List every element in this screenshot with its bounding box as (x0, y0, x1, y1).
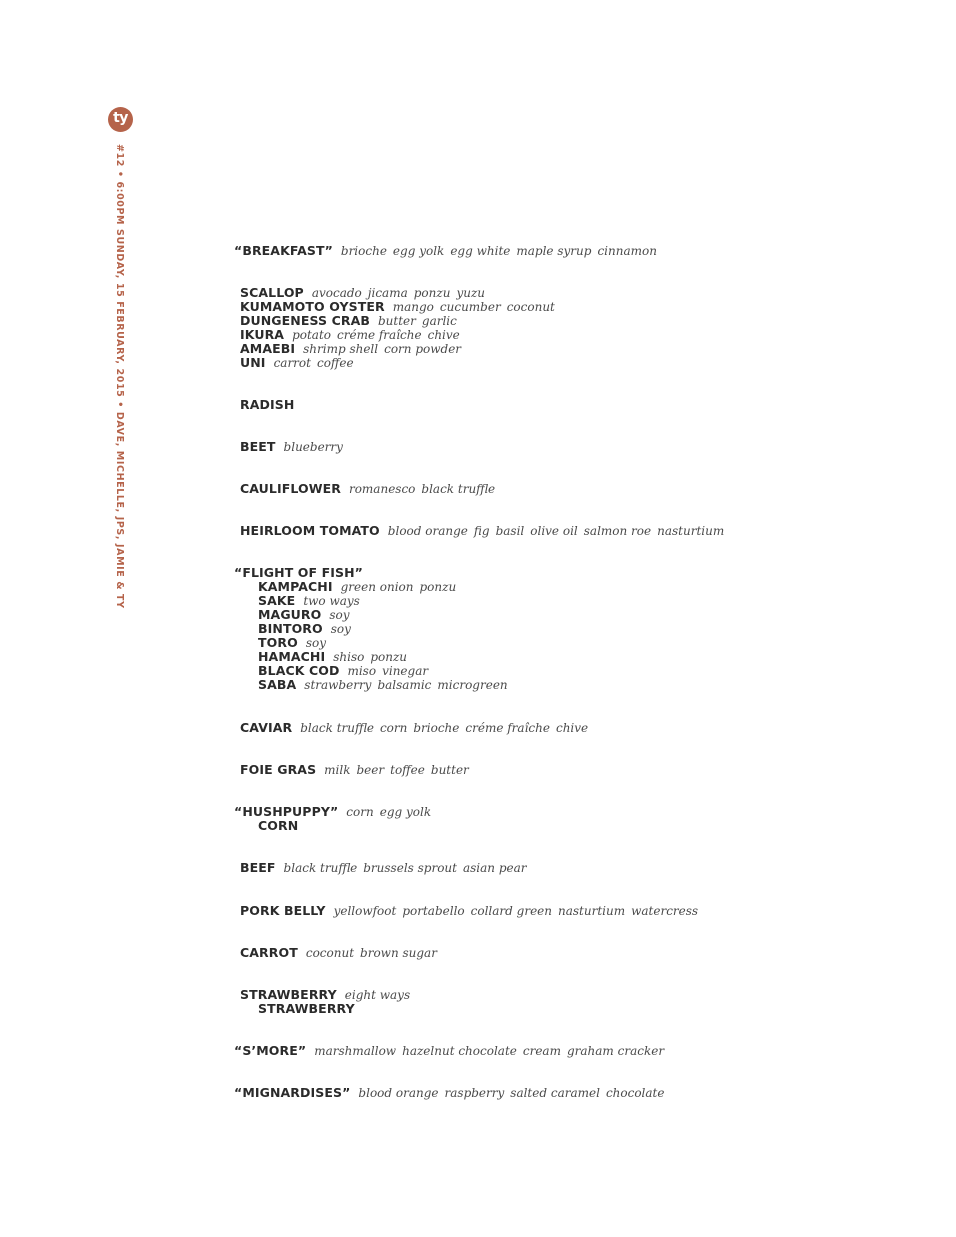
ingredient: chocolate (605, 1086, 665, 1100)
dish-ingredients (299, 594, 360, 608)
ingredient: soy (305, 636, 326, 650)
dish-name: AMAEBI (240, 341, 296, 356)
ingredient: beer (356, 763, 385, 777)
dish-ingredients (300, 678, 507, 692)
dish-ingredients (337, 580, 457, 594)
ingredient: black truffle (283, 861, 358, 875)
ingredient: miso (347, 664, 377, 678)
menu-line (234, 1044, 664, 1058)
ingredient: black truffle (421, 482, 496, 496)
dish-ingredients (296, 721, 588, 735)
ingredient: créme fraîche (465, 721, 550, 735)
ingredient: carrot (273, 356, 311, 370)
menu-course (234, 244, 657, 258)
menu-line (240, 300, 555, 314)
dish-name: SABA (258, 677, 297, 692)
menu-course (240, 861, 527, 875)
menu-line (240, 398, 294, 412)
ingredient: egg yolk (392, 244, 445, 258)
ingredient: garlic (421, 314, 457, 328)
ingredient: corn (379, 721, 408, 735)
dish-name: “HUSHPUPPY” (234, 804, 339, 819)
menu-line (234, 594, 508, 608)
menu-course (234, 1044, 664, 1058)
dish-ingredients (330, 904, 699, 918)
menu-line (234, 650, 508, 664)
ingredient: mango (392, 300, 434, 314)
dish-name: CORN (258, 818, 299, 833)
ingredient: potato (292, 328, 332, 342)
ingredient: shiso (333, 650, 365, 664)
dish-ingredients (342, 805, 431, 819)
ingredient: toffee (390, 763, 425, 777)
dish-name: MAGURO (258, 607, 322, 622)
ingredient: romanesco (348, 482, 416, 496)
ingredient: butter (377, 314, 416, 328)
dish-name: “FLIGHT OF FISH” (234, 565, 363, 580)
ingredient: chive (427, 328, 460, 342)
menu-line (240, 721, 588, 735)
menu-course (240, 398, 294, 412)
menu-line (240, 342, 555, 356)
ingredient: balsamic (377, 678, 432, 692)
dish-name: “MIGNARDISES” (234, 1085, 351, 1100)
dish-ingredients (288, 328, 460, 342)
dish-ingredients (354, 1086, 664, 1100)
menu-line (240, 1002, 410, 1016)
ingredient: coconut (305, 946, 355, 960)
ingredient: ponzu (370, 650, 408, 664)
menu-line (240, 328, 555, 342)
ingredient: vinegar (382, 664, 429, 678)
ingredient: avocado (311, 286, 362, 300)
menu-line (234, 819, 431, 833)
menu-line (234, 244, 657, 258)
dish-ingredients (389, 300, 555, 314)
ingredient: shrimp shell (303, 342, 379, 356)
menu-line (240, 356, 555, 370)
dish-ingredients (310, 1044, 664, 1058)
menu-course (240, 286, 555, 370)
menu-line (240, 286, 555, 300)
menu-course (240, 524, 724, 538)
dish-ingredients (329, 650, 407, 664)
dish-ingredients (343, 664, 428, 678)
dish-ingredients (325, 608, 349, 622)
menu-course (234, 566, 508, 692)
dish-name: SCALLOP (240, 285, 304, 300)
ingredient: ponzu (419, 580, 457, 594)
menu-line (234, 1086, 664, 1100)
ingredient: créme fraîche (337, 328, 422, 342)
menu-line (240, 482, 495, 496)
ingredient: brussels sprout (363, 861, 457, 875)
menu-line (234, 580, 508, 594)
ingredient: nasturtium (657, 524, 725, 538)
ingredient: raspberry (444, 1086, 505, 1100)
dish-name: BEEF (240, 860, 276, 875)
ingredient: collard green (470, 904, 552, 918)
ingredient: chive (555, 721, 589, 735)
ingredient: yuzu (456, 286, 485, 300)
dish-name: “BREAKFAST” (234, 243, 333, 258)
dish-name: TORO (258, 635, 298, 650)
ingredient: portabello (402, 904, 465, 918)
ingredient: fig (473, 524, 490, 538)
dish-ingredients (337, 244, 657, 258)
ingredient: asian pear (462, 861, 527, 875)
menu-line (240, 904, 698, 918)
dish-name: RADISH (240, 397, 295, 412)
dish-name: FOIE GRAS (240, 762, 317, 777)
menu-course (240, 440, 343, 454)
dish-name: CAULIFLOWER (240, 481, 341, 496)
ingredient: green onion (340, 580, 414, 594)
ingredient: nasturtium (558, 904, 626, 918)
dish-name: KUMAMOTO OYSTER (240, 299, 385, 314)
menu-line (234, 622, 508, 636)
dish-name: CAVIAR (240, 720, 293, 735)
dish-ingredients (302, 636, 326, 650)
ingredient: soy (330, 622, 351, 636)
ingredient: egg yolk (379, 805, 432, 819)
menu-course (240, 721, 588, 735)
dish-ingredients (308, 286, 485, 300)
ingredient: yellowfoot (333, 904, 397, 918)
menu-line (240, 314, 555, 328)
ingredient: maple syrup (516, 244, 592, 258)
dish-name: KAMPACHI (258, 579, 333, 594)
ingredient: egg white (450, 244, 511, 258)
dish-ingredients (299, 342, 461, 356)
ingredient: two ways (303, 594, 360, 608)
ingredient: cinnamon (597, 244, 657, 258)
menu-course (240, 946, 437, 960)
ingredient: corn powder (384, 342, 462, 356)
menu-line (240, 763, 469, 777)
dish-ingredients (280, 440, 343, 454)
menu-course (240, 988, 410, 1016)
dish-name: CARROT (240, 945, 298, 960)
menu-line (240, 440, 343, 454)
event-details-vertical: #12 • 6:00PM SUNDAY, 15 FEBRUARY, 2015 • DAVE, MICHELLE, JPS, JAMIE & TY (114, 144, 125, 609)
ingredient: blood orange (387, 524, 468, 538)
dish-name: STRAWBERRY (240, 987, 337, 1002)
menu-line (234, 664, 508, 678)
dish-name: BLACK COD (258, 663, 340, 678)
menu-course (240, 482, 495, 496)
ingredient: brown sugar (360, 946, 437, 960)
dish-ingredients (302, 946, 437, 960)
dish-ingredients (320, 763, 469, 777)
ingredient: coconut (506, 300, 555, 314)
dish-name: PORK BELLY (240, 903, 326, 918)
menu-line (240, 524, 724, 538)
menu-line (240, 988, 410, 1002)
ingredient: brioche (340, 244, 387, 258)
menu-line (240, 861, 527, 875)
ingredient: butter (430, 763, 469, 777)
ingredient: coffee (316, 356, 354, 370)
ingredient: watercress (631, 904, 699, 918)
ingredient: blood orange (358, 1086, 439, 1100)
ingredient: hazelnut chocolate (402, 1044, 517, 1058)
dish-ingredients (270, 356, 354, 370)
ingredient: microgreen (437, 678, 508, 692)
menu-course (234, 1086, 664, 1100)
ingredient: jicama (367, 286, 408, 300)
ingredient: marshmallow (314, 1044, 397, 1058)
dish-ingredients (384, 524, 724, 538)
dish-name: HEIRLOOM TOMATO (240, 523, 380, 538)
ty-logo-badge: ty (108, 107, 133, 132)
ingredient: blueberry (283, 440, 343, 454)
menu-line (234, 566, 508, 580)
ingredient: olive oil (530, 524, 578, 538)
ingredient: cucumber (439, 300, 501, 314)
dish-name: BEET (240, 439, 276, 454)
ingredient: milk (324, 763, 351, 777)
ingredient: ponzu (413, 286, 451, 300)
ingredient: salted caramel (510, 1086, 600, 1100)
dish-ingredients (374, 314, 457, 328)
menu-line (234, 678, 508, 692)
menu-line (234, 636, 508, 650)
ingredient: eight ways (344, 988, 411, 1002)
ingredient: graham cracker (566, 1044, 665, 1058)
dish-name: UNI (240, 355, 266, 370)
ingredient: corn (346, 805, 374, 819)
menu-line (240, 946, 437, 960)
dish-name: “S’MORE” (234, 1043, 307, 1058)
menu-course (234, 805, 431, 833)
ingredient: brioche (413, 721, 460, 735)
ingredient: basil (495, 524, 525, 538)
ingredient: black truffle (300, 721, 374, 735)
ingredient: salmon roe (583, 524, 652, 538)
ingredient: cream (522, 1044, 561, 1058)
dish-name: STRAWBERRY (258, 1001, 355, 1016)
dish-ingredients (327, 622, 351, 636)
dish-ingredients (345, 482, 495, 496)
dish-name: SAKE (258, 593, 296, 608)
dish-ingredients (280, 861, 527, 875)
dish-name: HAMACHI (258, 649, 326, 664)
menu-line (234, 608, 508, 622)
dish-name: IKURA (240, 327, 285, 342)
menu-course (240, 904, 698, 918)
menu-course (240, 763, 469, 777)
ingredient: strawberry (304, 678, 372, 692)
dish-ingredients (341, 988, 410, 1002)
menu-line (234, 805, 431, 819)
ingredient: soy (329, 608, 350, 622)
dish-name: DUNGENESS CRAB (240, 313, 370, 328)
dish-name: BINTORO (258, 621, 323, 636)
